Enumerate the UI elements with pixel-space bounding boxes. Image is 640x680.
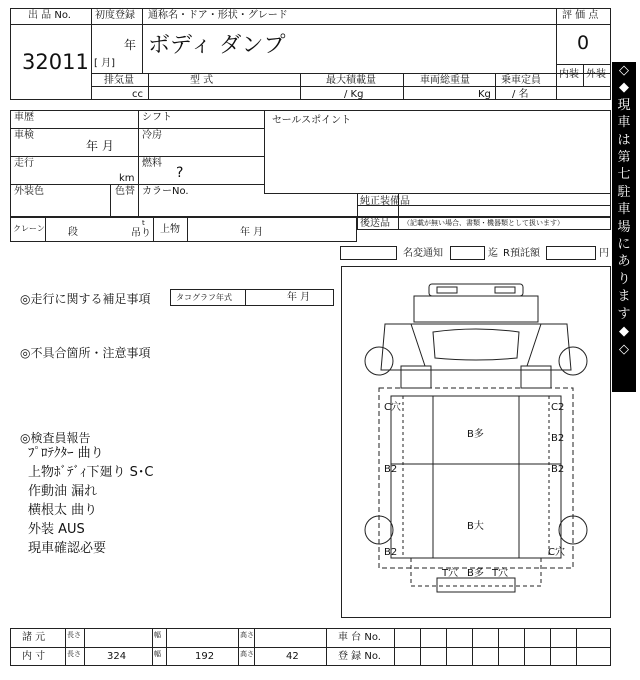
height-label: 高さ bbox=[240, 631, 254, 639]
diag-b-many-bottom: B多 bbox=[467, 568, 484, 579]
diag-t-hole-right: T穴 bbox=[492, 568, 509, 579]
side-char: 駐 bbox=[617, 184, 631, 200]
diag-c-hole-right: C穴 bbox=[548, 547, 565, 558]
gross-weight-unit: Kg bbox=[478, 89, 491, 100]
length-label-inner: 長さ bbox=[67, 650, 81, 658]
truck-diagram bbox=[341, 266, 611, 618]
details-table bbox=[10, 110, 611, 217]
reg-no-label: 登 録 No. bbox=[338, 651, 381, 662]
gross-weight-label: 車両総重量 bbox=[420, 75, 470, 86]
defects-label: ◎不具合箇所・注意事項 bbox=[20, 346, 151, 360]
inspector-line: 作動油 漏れ bbox=[28, 484, 98, 499]
shaken-label: 車検 bbox=[14, 130, 34, 141]
side-char: は bbox=[617, 132, 631, 148]
interior-label: 内装 bbox=[559, 69, 579, 80]
length-label: 長さ bbox=[67, 631, 81, 639]
model-name: ボディ ダンプ bbox=[148, 33, 286, 58]
side-char: ◆ bbox=[619, 324, 629, 340]
tachograph-label: タコグラフ年式 bbox=[176, 293, 232, 302]
side-char: 現 bbox=[617, 97, 631, 113]
score-value: 0 bbox=[577, 32, 590, 54]
lot-no-label: 出 品 No. bbox=[28, 10, 71, 21]
yen-label: 円 bbox=[599, 248, 609, 259]
diag-c2-right: C2 bbox=[551, 402, 565, 413]
ac-label: 冷房 bbox=[142, 130, 162, 141]
inner-width: 192 bbox=[195, 651, 215, 662]
name-change-box-left bbox=[340, 246, 397, 260]
width-label: 幅 bbox=[154, 631, 161, 639]
model-name-label: 通称名・ドア・形状・グレード bbox=[148, 10, 288, 21]
diag-c-hole-left: C穴 bbox=[384, 402, 401, 413]
back-send-note: （記載が無い場合、書類・機器類として扱います） bbox=[403, 219, 564, 227]
r-deposit-label: R預託額 bbox=[503, 248, 540, 259]
inner-length: 324 bbox=[107, 651, 127, 662]
specs-label: 諸 元 bbox=[22, 632, 46, 643]
crane-label: クレーン bbox=[13, 224, 45, 233]
sales-point-label: セールスポイント bbox=[272, 115, 352, 126]
upper-value: 年 月 bbox=[240, 227, 264, 238]
crane-lift-label: 吊り bbox=[131, 228, 151, 239]
width-label-inner: 幅 bbox=[154, 650, 161, 658]
diag-b2-left-mid: B2 bbox=[384, 464, 398, 475]
side-char: 七 bbox=[617, 167, 631, 183]
crane-tonnage-unit: t bbox=[142, 219, 145, 227]
max-load-unit: / Kg bbox=[344, 89, 364, 100]
capacity-unit: / 名 bbox=[512, 89, 529, 100]
diag-b2-right: B2 bbox=[551, 433, 565, 444]
diag-b2-left-bottom: B2 bbox=[384, 547, 398, 558]
side-char: ま bbox=[617, 289, 631, 305]
fuel-label: 燃料 bbox=[142, 158, 162, 169]
first-reg-year-suffix: 年 bbox=[124, 38, 137, 52]
driving-notes-label: ◎走行に関する補足事項 bbox=[20, 292, 151, 306]
displacement-label: 排気量 bbox=[104, 75, 134, 86]
inner-height: 42 bbox=[286, 651, 299, 662]
diag-b-many: B多 bbox=[467, 429, 484, 440]
side-char: 車 bbox=[617, 202, 631, 218]
crane-row bbox=[10, 217, 357, 242]
inspector-report bbox=[28, 444, 153, 558]
side-char: す bbox=[617, 306, 631, 322]
height-label-inner: 高さ bbox=[240, 650, 254, 658]
side-char: あ bbox=[617, 254, 631, 270]
shaken-value: 年 月 bbox=[86, 139, 114, 153]
name-change-box bbox=[450, 246, 485, 260]
back-send-label: 後送品 bbox=[360, 218, 390, 229]
side-char: り bbox=[617, 271, 631, 287]
color-label: 外装色 bbox=[14, 186, 44, 197]
inspector-line: 上物ﾎﾞﾃﾞｨ下廻り S･C bbox=[28, 465, 154, 480]
type-label: 型 式 bbox=[190, 75, 214, 86]
history-label: 車歴 bbox=[14, 112, 34, 123]
r-deposit-box bbox=[546, 246, 596, 260]
shift-label: シフト bbox=[142, 112, 172, 123]
name-change-label: 名変通知 bbox=[403, 248, 443, 259]
inspector-label: ◎検査員報告 bbox=[20, 431, 91, 445]
color-change-label: 色替 bbox=[115, 186, 135, 197]
capacity-label: 乗車定員 bbox=[501, 75, 541, 86]
side-char: 車 bbox=[617, 115, 631, 131]
first-reg-label: 初度登録 bbox=[95, 10, 135, 21]
diag-b2-right-mid: B2 bbox=[551, 464, 565, 475]
max-load-label: 最大積載量 bbox=[326, 75, 376, 86]
mileage-label: 走行 bbox=[14, 158, 34, 169]
mileage-unit: km bbox=[119, 173, 135, 184]
tachograph-value: 年 月 bbox=[287, 292, 311, 303]
diag-t-hole-left: T穴 bbox=[442, 568, 459, 579]
lot-no: 32011 bbox=[22, 50, 89, 74]
inspector-line: 横根太 曲り bbox=[28, 503, 98, 518]
color-no-label: カラーNo. bbox=[142, 186, 189, 197]
side-char: ◇ bbox=[619, 341, 629, 357]
inspector-line: 外装 AUS bbox=[28, 522, 85, 537]
name-change-suffix: 迄 bbox=[488, 248, 498, 259]
side-char: 第 bbox=[617, 150, 631, 166]
side-banner bbox=[612, 62, 636, 392]
genuine-parts-label: 純正装備品 bbox=[360, 196, 410, 207]
chassis-no-label: 車 台 No. bbox=[338, 632, 381, 643]
side-char: 場 bbox=[617, 219, 631, 235]
fuel-value: ? bbox=[176, 165, 184, 181]
first-reg-month: [ 月] bbox=[94, 58, 115, 69]
inner-dims-label: 内 寸 bbox=[22, 651, 46, 662]
upper-label: 上物 bbox=[160, 224, 180, 235]
score-label: 評 価 点 bbox=[562, 10, 599, 21]
diag-b-large: B大 bbox=[467, 521, 484, 532]
displacement-unit: cc bbox=[132, 89, 143, 100]
side-char: ◇ bbox=[619, 63, 629, 78]
side-char: ◆ bbox=[619, 80, 629, 96]
crane-stage-unit: 段 bbox=[68, 227, 78, 238]
inspector-line: ﾌﾟﾛﾃｸﾀｰ 曲り bbox=[28, 446, 104, 461]
inspector-line: 現車確認必要 bbox=[28, 541, 107, 556]
side-char: に bbox=[617, 237, 631, 253]
exterior-label: 外装 bbox=[586, 69, 606, 80]
